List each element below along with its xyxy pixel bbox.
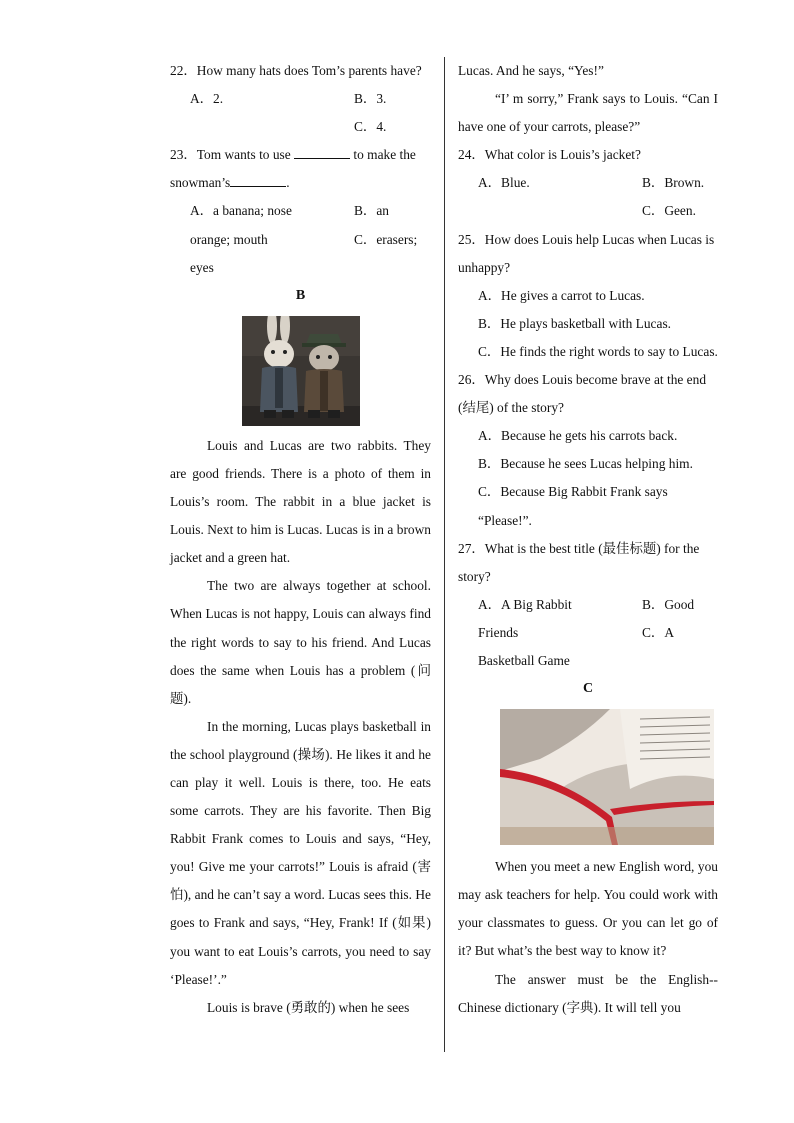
option-a: A．2. <box>190 91 224 107</box>
story-paragraph-4: Louis is brave (勇敢的) when he sees <box>207 999 410 1015</box>
dictionary-photo <box>500 709 714 845</box>
option-b-cont: Friends <box>478 624 519 640</box>
option-b: B．an <box>354 203 389 219</box>
section-heading-b: B <box>295 287 306 303</box>
rabbits-photo-graphic <box>242 316 360 426</box>
story-paragraph-2: The two are always together at school. When Lucas is not happy, Louis can always find the right words to say to his friend. And Lucas does the same when Louis has a problem (问题). <box>170 578 431 706</box>
answer-blank <box>294 144 350 159</box>
question-27-stem: 27．What is the best title (最佳标题) for the story? <box>458 540 700 584</box>
question-22-options <box>170 85 431 113</box>
option-a: A．He gives a carrot to Lucas. <box>478 287 645 303</box>
option-c: C．He finds the right words to say to Lucas. <box>478 343 718 359</box>
option-a: A．a banana; nose <box>190 203 292 219</box>
column-divider <box>444 57 445 1052</box>
left-column <box>170 57 431 1022</box>
option-c-cont: Basketball Game <box>478 652 570 668</box>
question-26-stem: 26．Why does Louis become brave at the end (结尾) of the story? <box>458 372 707 416</box>
option-b: B．Because he sees Lucas helping him. <box>478 456 693 472</box>
option-b: B．Brown. <box>642 175 705 191</box>
story-paragraph-1: Louis and Lucas are two rabbits. They are good friends. There is a photo of them in Louis’s room. The rabbit in a blue jacket is Louis. Next to him is Lucas. Lucas is in a brown jacket and a green hat. <box>170 437 431 566</box>
passage-c-paragraph-2: The answer must be the English--Chinese dictionary (字典). It will tell you <box>458 971 718 1015</box>
story-paragraph-4-cont: Lucas. And he says, “Yes!” <box>458 63 604 78</box>
passage-c-paragraph-1: When you meet a new English word, you may ask teachers for help. You could work with your classmates to guess. Or you can let go of it? But what’s the best way to know it? <box>458 859 718 959</box>
option-c: C．4. <box>354 119 387 135</box>
option-a: A．Because he gets his carrots back. <box>478 428 678 444</box>
option-b: B．3. <box>354 91 387 107</box>
option-a: A．A Big Rabbit <box>478 596 572 612</box>
option-a-cont: orange; mouth <box>190 231 268 247</box>
option-b: B．He plays basketball with Lucas. <box>478 315 672 331</box>
rabbits-photo <box>242 316 360 426</box>
option-b: B．Good <box>642 596 695 612</box>
answer-blank <box>230 172 286 187</box>
option-a: A．Blue. <box>478 175 530 191</box>
option-c: C．Geen. <box>642 203 696 219</box>
question-22-stem: 22．How many hats does Tom’s parents have? <box>170 63 422 78</box>
story-paragraph-3: In the morning, Lucas plays basketball in the school playground (操场). He likes it and he can play it well. Louis is there, too. He eats some carrots. They are his favorite. Then Big Rabbit Frank comes to Louis and says, “Hey, you! Give me your carrots!” Louis is afraid (害怕), and he can’t say a word. Lucas sees this. He goes to Frank and says, “Hey, Frank! If (如果) you want to eat Louis’s carrots, you need to say ‘Please!’.” <box>170 718 431 987</box>
section-heading-c: C <box>582 681 594 697</box>
option-c: C．Because Big Rabbit Frank says “Please!”. <box>478 484 668 528</box>
option-c: C．A <box>642 624 674 640</box>
question-25-stem: 25．How does Louis help Lucas when Lucas is unhappy? <box>458 231 715 275</box>
option-c: C．erasers; <box>354 231 418 247</box>
option-c-cont: eyes <box>190 259 214 275</box>
right-column <box>458 57 718 1022</box>
question-24-stem: 24．What color is Louis’s jacket? <box>458 147 641 163</box>
dictionary-photo-graphic <box>500 709 714 845</box>
story-paragraph-5: “I’ m sorry,” Frank says to Louis. “Can I have one of your carrots, please?” <box>458 91 718 135</box>
question-23-stem: 23．Tom wants to use to make the snowman’s . <box>170 141 431 197</box>
